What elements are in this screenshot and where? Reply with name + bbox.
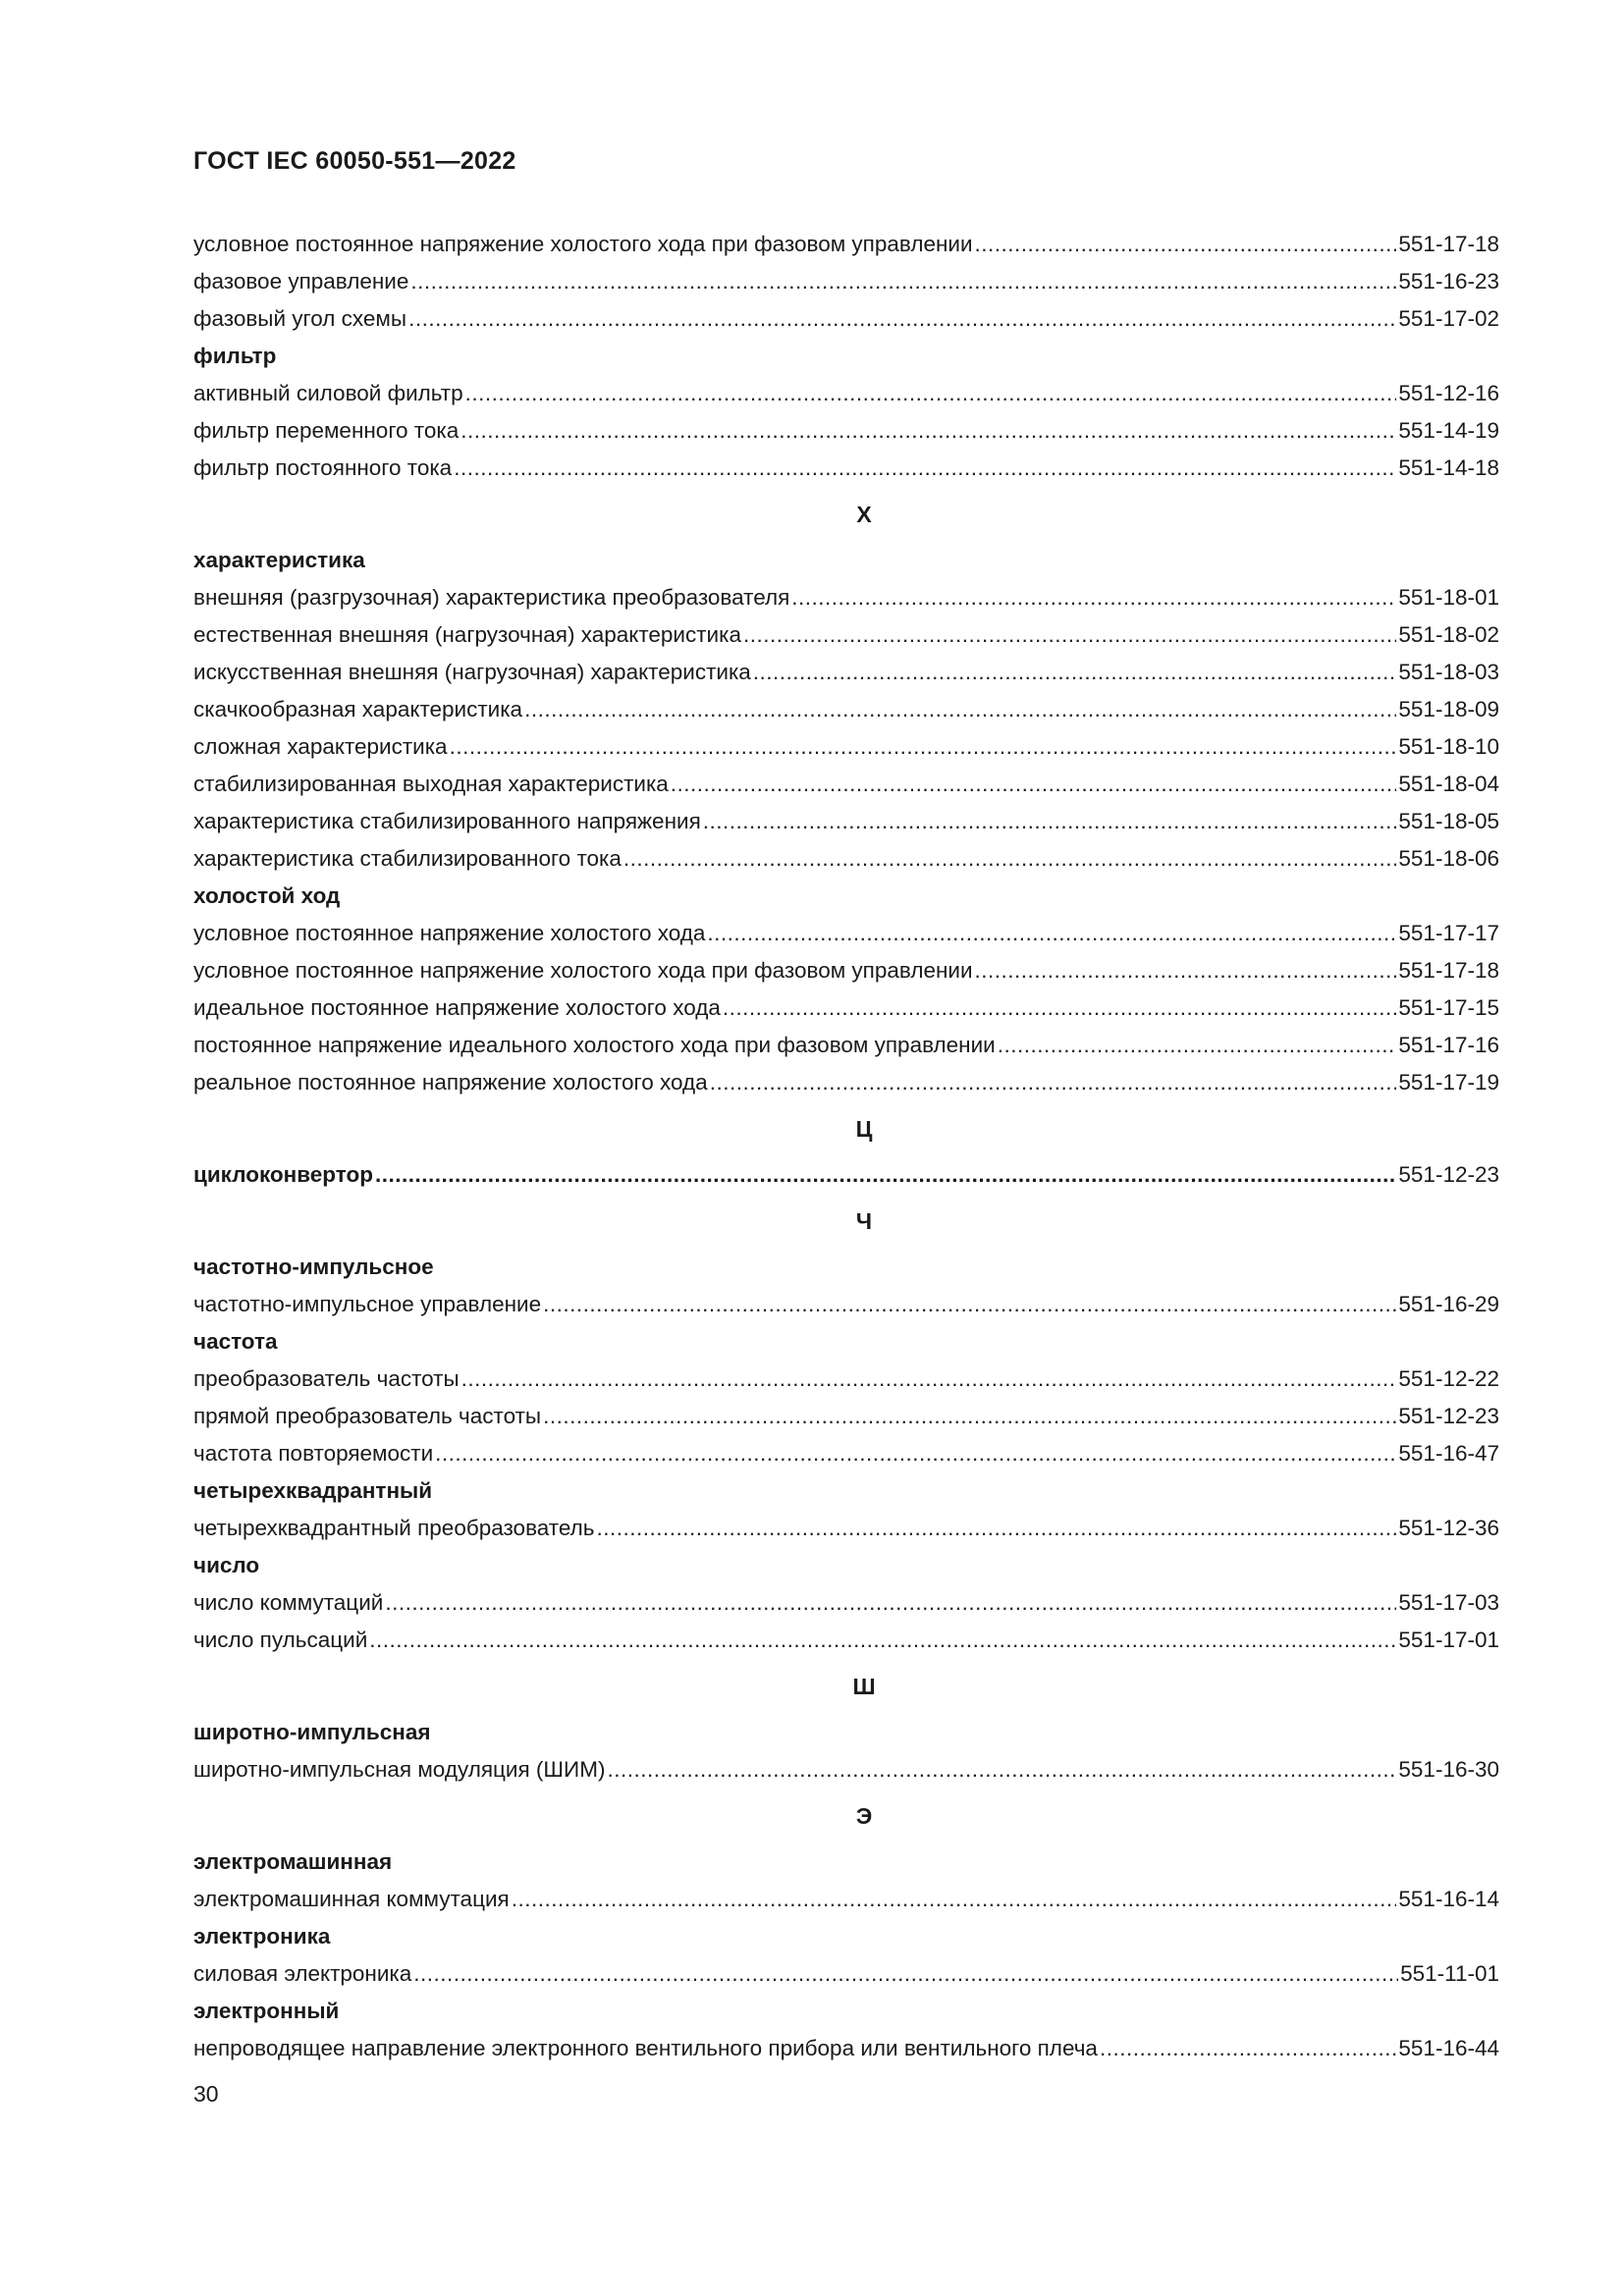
term-label: число [193,1553,260,1577]
dot-leader [385,1584,1396,1622]
dot-leader [671,766,1397,803]
entry-reference: 551-17-16 [1398,1033,1499,1057]
index-term-heading [193,1843,1499,1881]
entry-reference: 551-12-16 [1398,381,1499,405]
index-term-heading [193,1472,1499,1510]
index-entry [193,1510,1499,1547]
entry-label: постоянное напряжение идеального холостого хода при фазовом управлении [193,1033,996,1057]
entry-reference: 551-12-23 [1398,1162,1499,1187]
entry-reference: 551-18-05 [1398,809,1499,833]
dot-leader [450,728,1397,766]
entry-reference: 551-17-15 [1398,995,1499,1020]
entry-reference: 551-17-17 [1398,921,1499,945]
index-entry [193,691,1499,728]
entry-label: условное постоянное напряжение холостого хода при фазовом управлении [193,232,973,256]
term-label: четырехквадрантный [193,1478,433,1503]
index-entry [193,579,1499,616]
index-entry [193,226,1499,263]
entry-label: идеальное постоянное напряжение холостого хода [193,995,721,1020]
entry-label: четырехквадрантный преобразователь [193,1516,595,1540]
dot-leader [413,1955,1398,1993]
index-term-heading [193,338,1499,375]
dot-leader [607,1751,1396,1789]
index-term-heading [193,1918,1499,1955]
entry-reference: 551-11-01 [1400,1961,1499,1986]
term-label: частота [193,1329,278,1354]
index-entry [193,654,1499,691]
index-term-heading [193,1323,1499,1361]
dot-leader [543,1398,1396,1435]
entry-label: преобразователь частоты [193,1366,460,1391]
index-term-heading [193,878,1499,915]
entry-label: стабилизированная выходная характеристика [193,772,669,796]
entry-label: искусственная внешняя (нагрузочная) характеристика [193,660,751,684]
dot-leader [543,1286,1396,1323]
index-term-heading [193,1249,1499,1286]
entry-reference: 551-16-30 [1398,1757,1499,1782]
index-letter-heading: Х [856,501,872,527]
index-letter-heading: Э [855,1802,873,1829]
entry-label: характеристика стабилизированного тока [193,846,622,871]
alphabetical-index [193,226,1499,2067]
index-entry [193,1361,1499,1398]
index-entry [193,952,1499,989]
entry-reference: 551-12-23 [1398,1404,1499,1428]
dot-leader [1100,2030,1396,2067]
index-term-heading [193,1714,1499,1751]
index-term-heading [193,1547,1499,1584]
page-number: 30 [193,2081,219,2107]
term-label: широтно-импульсная [193,1720,431,1744]
entry-label: частота повторяемости [193,1441,434,1466]
dot-leader [461,1361,1397,1398]
index-entry [193,375,1499,412]
term-label: электромашинная [193,1849,393,1874]
dot-leader [465,375,1397,412]
entry-label: фазовое управление [193,269,409,294]
term-label: холостой ход [193,883,341,908]
index-entry [193,616,1499,654]
entry-reference: 551-14-19 [1398,418,1499,443]
entry-reference: 551-17-19 [1398,1070,1499,1095]
entry-reference: 551-16-47 [1398,1441,1499,1466]
index-entry [193,766,1499,803]
dot-leader [512,1881,1397,1918]
dot-leader [975,226,1397,263]
entry-reference: 551-18-02 [1398,622,1499,647]
dot-leader [753,654,1397,691]
index-entry [193,803,1499,840]
entry-reference: 551-17-01 [1398,1628,1499,1652]
entry-reference: 551-12-36 [1398,1516,1499,1540]
index-entry [193,1398,1499,1435]
entry-reference: 551-17-02 [1398,306,1499,331]
entry-reference: 551-16-14 [1398,1887,1499,1911]
index-entry [193,300,1499,338]
index-entry [193,1064,1499,1101]
entry-reference: 551-14-18 [1398,455,1499,480]
term-label: электронный [193,1999,340,2023]
entry-reference: 551-16-44 [1398,2036,1499,2060]
entry-label: широтно-импульсная модуляция (ШИМ) [193,1757,606,1782]
entry-label: естественная внешняя (нагрузочная) характеристика [193,622,741,647]
term-label: электроника [193,1924,331,1949]
index-entry [193,2030,1499,2067]
dot-leader [998,1027,1397,1064]
entry-reference: 551-12-22 [1398,1366,1499,1391]
entry-reference: 551-16-29 [1398,1292,1499,1316]
entry-reference: 551-18-04 [1398,772,1499,796]
index-entry [193,1435,1499,1472]
entry-label: непроводящее направление электронного вентильного прибора или вентильного плеча [193,2036,1098,2060]
entry-label: электромашинная коммутация [193,1887,510,1911]
entry-reference: 551-18-06 [1398,846,1499,871]
entry-label: условное постоянное напряжение холостого хода [193,921,706,945]
entry-reference: 551-16-23 [1398,269,1499,294]
entry-reference: 551-17-03 [1398,1590,1499,1615]
entry-label: фильтр постоянного тока [193,455,453,480]
index-entry [193,1584,1499,1622]
entry-label: циклоконвертор [193,1162,373,1187]
entry-reference: 551-18-01 [1398,585,1499,610]
dot-leader [710,1064,1397,1101]
entry-label: сложная характеристика [193,734,448,759]
index-entry [193,1955,1499,1993]
entry-label: фильтр переменного тока [193,418,460,443]
entry-reference: 551-18-09 [1398,697,1499,721]
dot-leader [460,412,1396,450]
entry-label: силовая электроника [193,1961,412,1986]
entry-label: скачкообразная характеристика [193,697,523,721]
entry-label: активный силовой фильтр [193,381,463,405]
dot-leader [975,952,1397,989]
index-entry [193,840,1499,878]
index-entry [193,989,1499,1027]
index-entry [193,915,1499,952]
entry-reference: 551-18-03 [1398,660,1499,684]
dot-leader [723,989,1397,1027]
index-entry [193,1622,1499,1659]
entry-label: число пульсаций [193,1628,368,1652]
dot-leader [375,1156,1396,1194]
index-entry [193,450,1499,487]
index-letter-heading: Ш [852,1673,876,1699]
term-label: частотно-импульсное [193,1255,434,1279]
entry-label: внешняя (разгрузочная) характеристика преобразователя [193,585,790,610]
index-letter-heading: Ц [855,1115,873,1142]
entry-label: прямой преобразователь частоты [193,1404,542,1428]
term-label: фильтр [193,344,277,368]
dot-leader [596,1510,1396,1547]
index-entry [193,263,1499,300]
dot-leader [435,1435,1396,1472]
index-term-heading [193,1993,1499,2030]
term-label: характеристика [193,548,365,572]
index-entry [193,1881,1499,1918]
dot-leader [743,616,1396,654]
entry-label: реальное постоянное напряжение холостого хода [193,1070,708,1095]
index-entry [193,1286,1499,1323]
index-entry [193,1027,1499,1064]
entry-reference: 551-18-10 [1398,734,1499,759]
dot-leader [410,263,1396,300]
index-entry [193,412,1499,450]
entry-label: характеристика стабилизированного напряжения [193,809,701,833]
entry-reference: 551-17-18 [1398,232,1499,256]
dot-leader [707,915,1396,952]
dot-leader [703,803,1397,840]
dot-leader [369,1622,1396,1659]
page-header: ГОСТ IEC 60050-551—2022 [193,147,516,175]
dot-leader [791,579,1396,616]
index-letter-heading: Ч [855,1207,873,1234]
dot-leader [623,840,1397,878]
dot-leader [454,450,1396,487]
entry-label: число коммутаций [193,1590,384,1615]
dot-leader [524,691,1396,728]
entry-label: фазовый угол схемы [193,306,407,331]
entry-label: условное постоянное напряжение холостого хода при фазовом управлении [193,958,973,983]
index-term-heading [193,542,1499,579]
entry-reference: 551-17-18 [1398,958,1499,983]
entry-label: частотно-импульсное управление [193,1292,542,1316]
index-entry [193,1751,1499,1789]
index-entry [193,1156,1499,1194]
index-entry [193,728,1499,766]
dot-leader [408,300,1396,338]
